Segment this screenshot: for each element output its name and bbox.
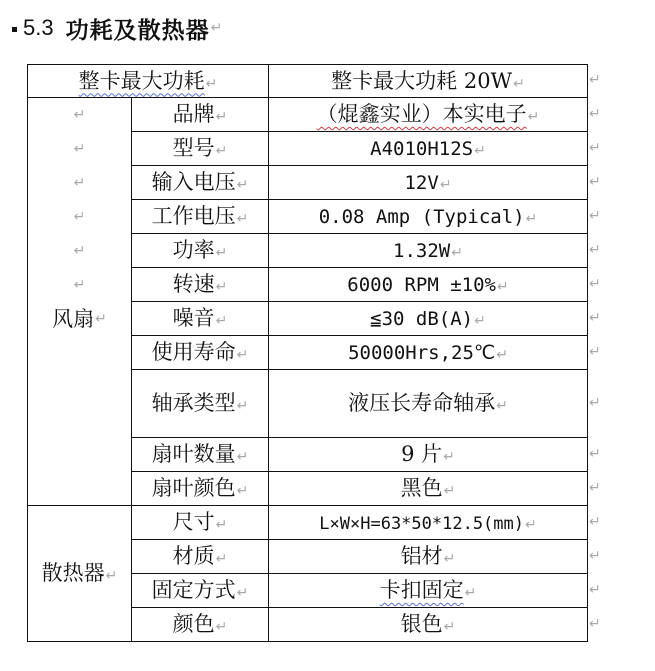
label-cell bbox=[132, 98, 269, 132]
empty-paragraph-marks bbox=[28, 98, 131, 302]
value-cell bbox=[269, 166, 588, 200]
label-cell bbox=[132, 234, 269, 268]
value-cell bbox=[269, 200, 588, 234]
paragraph-mark-icon: ↵ bbox=[474, 313, 486, 329]
paragraph-mark-icon: ↵ bbox=[236, 585, 249, 601]
value-cell bbox=[269, 302, 588, 336]
paragraph-mark-icon: ↵ bbox=[210, 20, 223, 36]
label-cell bbox=[132, 370, 269, 438]
label-cell bbox=[132, 472, 269, 506]
row-label: 转速 bbox=[172, 272, 215, 296]
row-label: 输入电压 bbox=[151, 170, 236, 194]
paragraph-mark-icon: ↵ bbox=[496, 347, 508, 363]
table-row bbox=[28, 506, 588, 540]
row-label: 尺寸 bbox=[172, 510, 215, 534]
paragraph-mark-icon: ↵ bbox=[236, 449, 249, 465]
value-cell bbox=[269, 370, 588, 438]
row-value: 6000 RPM ±10% bbox=[347, 274, 496, 296]
paragraph-mark-icon: ↵ bbox=[496, 398, 508, 414]
row-label: 型号 bbox=[172, 136, 215, 160]
paragraph-mark-icon: ↵ bbox=[73, 209, 86, 225]
heading-bullet bbox=[12, 27, 17, 32]
label-cell bbox=[132, 166, 269, 200]
row-value: 9 片 bbox=[401, 442, 443, 466]
label-cell bbox=[132, 200, 269, 234]
paragraph-mark-icon: ↵ bbox=[236, 211, 249, 227]
row-label: 功率 bbox=[172, 238, 215, 262]
label-cell bbox=[132, 540, 269, 574]
row-label: 品牌 bbox=[172, 102, 215, 126]
row-end-mark-icon: ↵ bbox=[589, 615, 601, 632]
row-end-mark-icon: ↵ bbox=[589, 105, 601, 122]
section-heading bbox=[12, 10, 222, 46]
row-label: 材质 bbox=[172, 544, 215, 568]
fan-category bbox=[28, 302, 131, 336]
paragraph-mark-icon: ↵ bbox=[236, 398, 249, 414]
paragraph-mark-icon: ↵ bbox=[443, 619, 456, 635]
row-value: L×W×H=63*50*12.5(mm) bbox=[319, 514, 524, 534]
heatsink-category-cell bbox=[28, 506, 132, 642]
paragraph-mark-icon: ↵ bbox=[73, 141, 86, 157]
fan-category-cell bbox=[28, 98, 132, 506]
row-value: A4010H12S bbox=[370, 138, 474, 160]
row-label: 颜色 bbox=[172, 612, 215, 636]
row-end-mark-icon: ↵ bbox=[589, 343, 601, 360]
value-cell bbox=[269, 234, 588, 268]
paragraph-mark-icon: ↵ bbox=[513, 75, 525, 92]
row-value: 1.32W bbox=[393, 240, 451, 262]
value-cell bbox=[269, 132, 588, 166]
paragraph-mark-icon: ↵ bbox=[443, 483, 456, 499]
label-cell bbox=[132, 302, 269, 336]
row-value: 铝材 bbox=[400, 544, 443, 568]
paragraph-mark-icon: ↵ bbox=[236, 177, 249, 193]
paragraph-mark-icon: ↵ bbox=[205, 75, 218, 92]
paragraph-mark-icon: ↵ bbox=[73, 175, 86, 191]
label-cell bbox=[132, 608, 269, 642]
row-label: 固定方式 bbox=[151, 578, 236, 602]
value-cell bbox=[269, 438, 588, 472]
row-label: 工作电压 bbox=[151, 204, 236, 228]
paragraph-mark-icon: ↵ bbox=[73, 243, 86, 259]
header-value: 整卡最大功耗 20W bbox=[331, 68, 513, 93]
paragraph-mark-icon: ↵ bbox=[443, 551, 456, 567]
value-cell bbox=[269, 268, 588, 302]
value-cell bbox=[269, 540, 588, 574]
paragraph-mark-icon: ↵ bbox=[525, 517, 537, 533]
row-label: 扇叶颜色 bbox=[151, 476, 236, 500]
paragraph-mark-icon: ↵ bbox=[474, 143, 486, 159]
row-end-mark-icon: ↵ bbox=[589, 581, 601, 598]
paragraph-mark-icon: ↵ bbox=[215, 143, 228, 159]
row-end-mark-icon: ↵ bbox=[589, 445, 601, 462]
row-value: ≦30 dB(A) bbox=[370, 308, 474, 330]
row-value: （焜鑫实业）本实电子 bbox=[316, 102, 527, 126]
row-end-mark-icon: ↵ bbox=[589, 547, 601, 564]
header-label: 整卡最大功耗 bbox=[78, 68, 205, 93]
paragraph-mark-icon: ↵ bbox=[105, 568, 118, 584]
section-number: 5.3 bbox=[23, 15, 54, 40]
row-end-mark-icon: ↵ bbox=[589, 139, 601, 156]
paragraph-mark-icon: ↵ bbox=[95, 311, 107, 327]
label-cell bbox=[132, 268, 269, 302]
paragraph-mark-icon: ↵ bbox=[497, 279, 509, 295]
value-cell bbox=[269, 472, 588, 506]
paragraph-mark-icon: ↵ bbox=[439, 177, 452, 193]
value-cell bbox=[269, 608, 588, 642]
paragraph-mark-icon: ↵ bbox=[215, 619, 228, 635]
row-end-mark-icon: ↵ bbox=[589, 72, 601, 88]
paragraph-mark-icon: ↵ bbox=[464, 585, 477, 601]
row-end-mark-icon: ↵ bbox=[589, 513, 601, 530]
value-cell bbox=[269, 574, 588, 608]
row-value: 50000Hrs,25℃ bbox=[348, 342, 496, 364]
paragraph-mark-icon: ↵ bbox=[215, 279, 228, 295]
paragraph-mark-icon: ↵ bbox=[451, 245, 463, 261]
row-end-mark-icon: ↵ bbox=[589, 309, 601, 326]
row-value: 液压长寿命轴承 bbox=[348, 391, 496, 415]
paragraph-mark-icon: ↵ bbox=[215, 517, 228, 533]
row-value: 0.08 Amp (Typical) bbox=[318, 206, 525, 228]
label-cell bbox=[132, 438, 269, 472]
row-end-mark-icon: ↵ bbox=[589, 275, 601, 292]
value-cell bbox=[269, 506, 588, 540]
row-label: 使用寿命 bbox=[151, 340, 236, 364]
table-row bbox=[28, 65, 588, 98]
row-label: 扇叶数量 bbox=[151, 442, 236, 466]
row-value: 黑色 bbox=[400, 476, 443, 500]
row-end-mark-icon: ↵ bbox=[589, 394, 601, 411]
header-value-cell bbox=[269, 65, 588, 98]
spec-table bbox=[27, 64, 588, 642]
paragraph-mark-icon: ↵ bbox=[527, 109, 540, 125]
paragraph-mark-icon: ↵ bbox=[73, 107, 86, 123]
heatsink-category-label: 散热器 bbox=[41, 561, 105, 585]
paragraph-mark-icon: ↵ bbox=[525, 211, 538, 227]
paragraph-mark-icon: ↵ bbox=[215, 313, 228, 329]
label-cell bbox=[132, 336, 269, 370]
paragraph-mark-icon: ↵ bbox=[215, 109, 228, 125]
row-value: 卡扣固定 bbox=[379, 578, 464, 602]
row-end-mark-icon: ↵ bbox=[589, 479, 601, 496]
row-label: 噪音 bbox=[172, 306, 215, 330]
paragraph-mark-icon: ↵ bbox=[215, 551, 228, 567]
row-value: 12V bbox=[404, 172, 439, 194]
table-row bbox=[28, 98, 588, 132]
value-cell bbox=[269, 336, 588, 370]
label-cell bbox=[132, 506, 269, 540]
section-title: 功耗及散热器 bbox=[65, 17, 210, 44]
paragraph-mark-icon: ↵ bbox=[236, 483, 249, 499]
label-cell bbox=[132, 574, 269, 608]
row-end-mark-icon: ↵ bbox=[589, 207, 601, 224]
paragraph-mark-icon: ↵ bbox=[73, 277, 86, 293]
row-label: 轴承类型 bbox=[151, 391, 236, 415]
row-end-mark-icon: ↵ bbox=[589, 173, 601, 190]
row-end-mark-icon: ↵ bbox=[589, 241, 601, 258]
value-cell bbox=[269, 98, 588, 132]
header-label-cell bbox=[28, 65, 269, 98]
fan-category-label: 风扇 bbox=[52, 306, 95, 331]
row-value: 银色 bbox=[400, 612, 443, 636]
paragraph-mark-icon: ↵ bbox=[236, 347, 249, 363]
paragraph-mark-icon: ↵ bbox=[443, 449, 455, 465]
label-cell bbox=[132, 132, 269, 166]
paragraph-mark-icon: ↵ bbox=[215, 245, 228, 261]
